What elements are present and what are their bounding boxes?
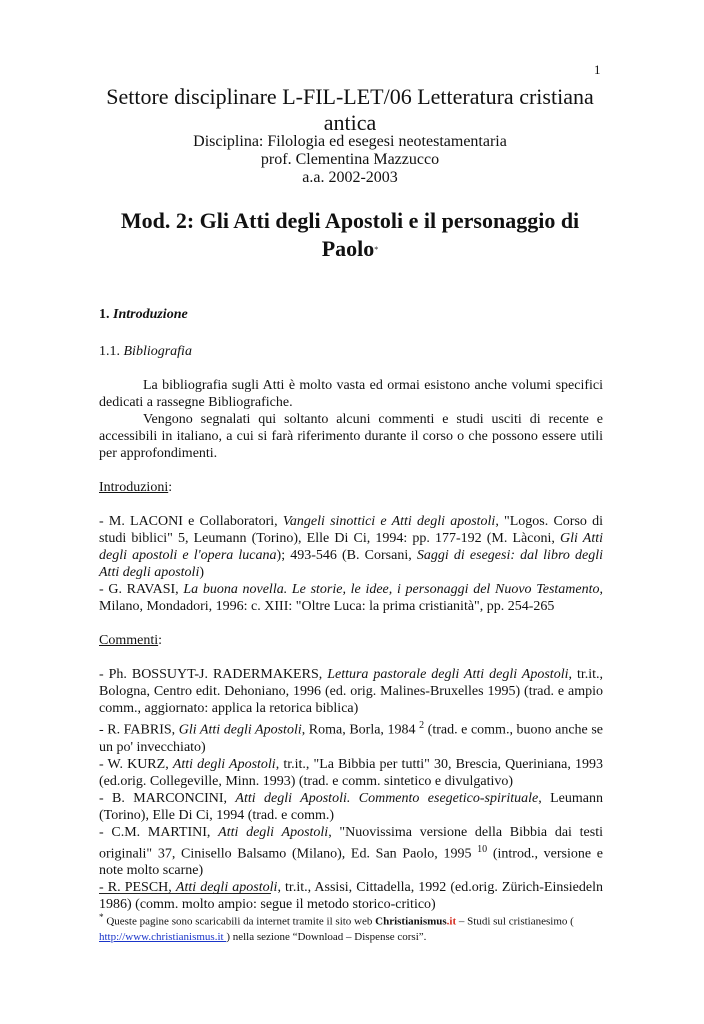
edition-number: 10 bbox=[477, 843, 488, 855]
subsection-heading bbox=[99, 343, 603, 360]
ref-title: Saggi di esegesi: dal libro degli Atti degli apostoli bbox=[99, 548, 604, 580]
footnote-text: – Studi sul cristianesimo ( bbox=[456, 915, 574, 928]
ref-details: , tr.it., Assisi, Cittadella, 1992 (ed.orig. Zürich-Einsiedeln 1986) (comm. molto ampio: segue il metodo storico-critico) bbox=[99, 880, 604, 913]
ref-title: Vangeli sinottici e Atti degli apostoli bbox=[282, 514, 496, 529]
ref-title: Atti degli Apostoli. Commento esegetico-spirituale bbox=[235, 790, 539, 806]
footnote-marker: * bbox=[374, 245, 379, 254]
footnote-text: Queste pagine sono scaricabili da internet tramite il sito web bbox=[103, 915, 376, 928]
reference-martini bbox=[99, 824, 603, 880]
ref-author: - W. KURZ, bbox=[99, 756, 173, 772]
reference-laconi bbox=[99, 513, 603, 581]
website-link[interactable]: http://www.christianismus.it bbox=[99, 930, 227, 943]
ref-details: ) bbox=[199, 565, 205, 580]
ref-details: (trad. e comm., buono anche se un po' invecchiato) bbox=[99, 722, 603, 755]
ref-title: Atti degli Apostoli bbox=[172, 756, 276, 772]
ref-details: ); 493-546 (B. Corsani, bbox=[276, 548, 417, 563]
subsection-title: Bibliografia bbox=[123, 344, 192, 359]
ref-author: - B. MARCONCINI, bbox=[99, 790, 236, 806]
footnote-separator bbox=[99, 893, 271, 894]
ref-author: - M. LACONI e Collaboratori, bbox=[99, 514, 283, 529]
ref-title: Lettura pastorale degli Atti degli Apostoli bbox=[327, 667, 569, 682]
ref-title: Atti degli apostoli bbox=[175, 880, 278, 896]
ref-details: , Leumann (Torino), Elle Di Ci, 1994 (trad. e comm.) bbox=[99, 790, 603, 823]
ref-details: , tr.it., Bologna, Centro edit. Dehoniano, 1996 (ed. orig. Malines-Bruxelles 1995) (trad. e ampio comm., aggiornato: applica la retorica biblica) bbox=[99, 667, 604, 716]
course-sector-heading: Settore disciplinare L-FIL-LET/06 Letteratura cristiana antica bbox=[106, 84, 594, 135]
ref-details: , "Nuovissima versione della Bibbia dai testi originali" 37, Cinisello Balsamo (Milano), Ed. San Paolo, 1995 bbox=[99, 824, 603, 862]
edition-number: 2 bbox=[419, 720, 425, 731]
reference-ravasi bbox=[99, 581, 603, 615]
ref-details: (introd., versione e note molto scarne) bbox=[99, 846, 603, 879]
commenti-heading-text: Commenti bbox=[99, 633, 159, 648]
reference-fabris bbox=[99, 717, 603, 756]
professor-line: prof. Clementina Mazzucco bbox=[260, 151, 440, 168]
ref-author: - R. PESCH, bbox=[99, 880, 176, 896]
module-title-text: Mod. 2: Gli Atti degli Apostoli e il personaggio di Paolo bbox=[120, 208, 580, 261]
introduzioni-colon: : bbox=[168, 480, 173, 495]
intro-paragraph-1: La bibliografia sugli Atti è molto vasta ed ormai esistono anche volumi specifici dedicati a rassegne Bibliografiche. bbox=[99, 378, 603, 410]
section-title: Introduzione bbox=[113, 307, 188, 322]
discipline-line: Disciplina: Filologia ed esegesi neotestamentaria bbox=[193, 133, 507, 150]
ref-details: , tr.it., "La Bibbia per tutti" 30, Brescia, Queriniana, 1993 (ed.orig. Collegeville, Minn. 1993) (trad. e comm. sintetico e divulgativo) bbox=[99, 756, 603, 789]
subsection-bibliografia bbox=[99, 343, 603, 913]
page-number: 1 bbox=[594, 62, 601, 77]
ref-details: , Milano, Mondadori, 1996: c. XIII: "Oltre Luca: la prima cristianità", pp. 254-265 bbox=[99, 582, 603, 614]
introduzioni-heading bbox=[99, 479, 603, 496]
intro-paragraph-2: Vengono segnalati qui soltanto alcuni commenti e studi usciti di recente e accessibili in italiano, a cui si farà riferimento durante il corso o che possono essere utili per approfondimenti. bbox=[99, 412, 603, 461]
academic-year-line: a.a. 2002-2003 bbox=[302, 169, 398, 186]
footnote-mark: * bbox=[99, 912, 104, 922]
reference-pesch bbox=[99, 879, 603, 913]
ref-author: - C.M. MARTINI, bbox=[99, 824, 219, 840]
ref-author: - G. RAVASI, bbox=[99, 582, 184, 597]
reference-kurz bbox=[99, 756, 603, 790]
ref-author: - Ph. BOSSUYT-J. RADERMAKERS, bbox=[99, 667, 328, 682]
commenti-colon: : bbox=[158, 633, 163, 648]
ref-author: - R. FABRIS, bbox=[99, 722, 179, 738]
footnote-text: ) nella sezione “Download – Dispense corsi”. bbox=[226, 930, 427, 943]
footnote bbox=[99, 910, 603, 945]
introduzioni-heading-text: Introduzioni bbox=[99, 480, 169, 495]
reference-bossuyt bbox=[99, 666, 603, 717]
ref-details: , "Logos. Corso di studi biblici" 5, Leumann (Torino), Elle Di Ci, 1994: pp. 177-192 (M. Làconi, bbox=[99, 514, 603, 546]
commenti-heading bbox=[99, 632, 603, 649]
subsection-number: 1.1. bbox=[99, 344, 124, 359]
ref-title: Gli Atti degli Apostoli bbox=[178, 722, 302, 738]
ref-title: Atti degli Apostoli bbox=[218, 824, 329, 840]
site-brand: Christianismus bbox=[375, 915, 447, 928]
ref-title: La buona novella. Le storie, le idee, i personaggi del Nuovo Testamento bbox=[183, 582, 600, 597]
ref-details: , Roma, Borla, 1984 bbox=[301, 722, 420, 738]
reference-marconcini bbox=[99, 790, 603, 824]
section-heading-introduzione bbox=[99, 306, 603, 323]
site-tld: .it bbox=[446, 915, 457, 928]
ref-title: Gli Atti degli apostoli e l'opera lucana bbox=[99, 531, 604, 563]
module-title bbox=[100, 207, 600, 264]
section-number: 1. bbox=[99, 307, 113, 322]
course-info bbox=[100, 133, 600, 187]
